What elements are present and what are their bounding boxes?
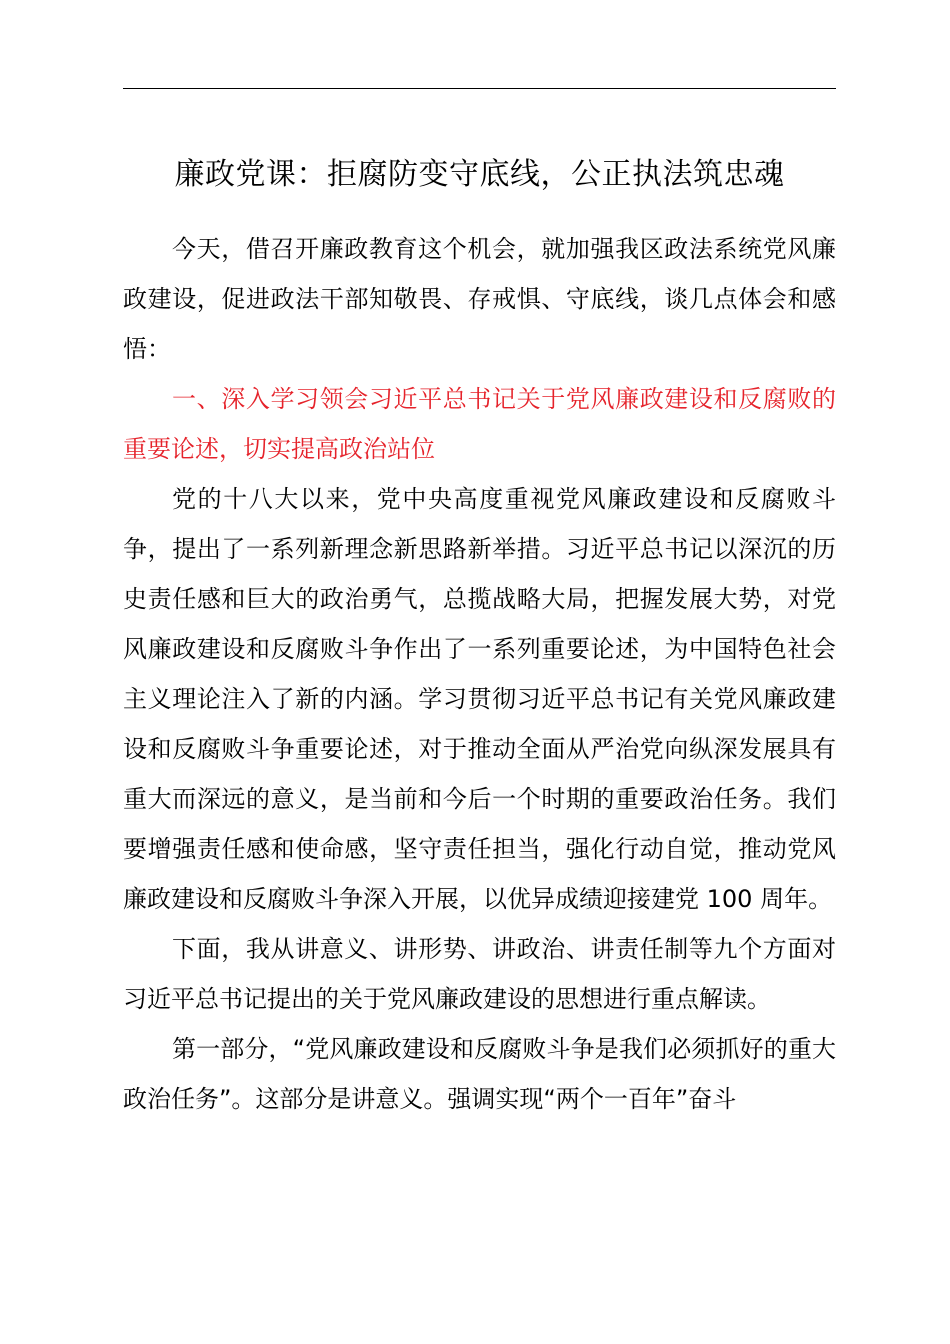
header-rule <box>123 88 836 89</box>
paragraph-intro: 今天，借召开廉政教育这个机会，就加强我区政法系统党风廉政建设，促进政法干部知敬畏、存戒惧、守底线，谈几点体会和感悟： <box>123 235 836 363</box>
paragraph-part-one: 第一部分，“党风廉政建设和反腐败斗争是我们必须抓好的重大政治任务”。这部分是讲意义。强调实现“两个一百年”奋斗 <box>123 1035 836 1113</box>
section-heading: 一、深入学习领会习近平总书记关于党风廉政建设和反腐败的重要论述，切实提高政治站位 <box>123 385 836 463</box>
paragraph-outline: 下面，我从讲意义、讲形势、讲政治、讲责任制等九个方面对习近平总书记提出的关于党风廉政建设的思想进行重点解读。 <box>123 935 836 1013</box>
paragraph-body: 党的十八大以来，党中央高度重视党风廉政建设和反腐败斗争，提出了一系列新理念新思路新举措。习近平总书记以深沉的历史责任感和巨大的政治勇气，总揽战略大局，把握发展大势，对党风廉政建设和反腐败斗争作出了一系列重要论述，为中国特色社会主义理论注入了新的内涵。学习贯彻习近平总书记有关党风廉政建设和反腐败斗争重要论述，对于推动全面从严治党向纵深发展具有重大而深远的意义，是当前和今后一个时期的重要政治任务。我们要增强责任感和使命感，坚守责任担当，强化行动自觉，推动党风廉政建设和反腐败斗争深入开展，以优异成绩迎接建党 100 周年。 <box>123 485 836 913</box>
document-body <box>123 148 836 1124</box>
document-title: 廉政党课：拒腐防变守底线，公正执法筑忠魂 <box>174 157 785 192</box>
